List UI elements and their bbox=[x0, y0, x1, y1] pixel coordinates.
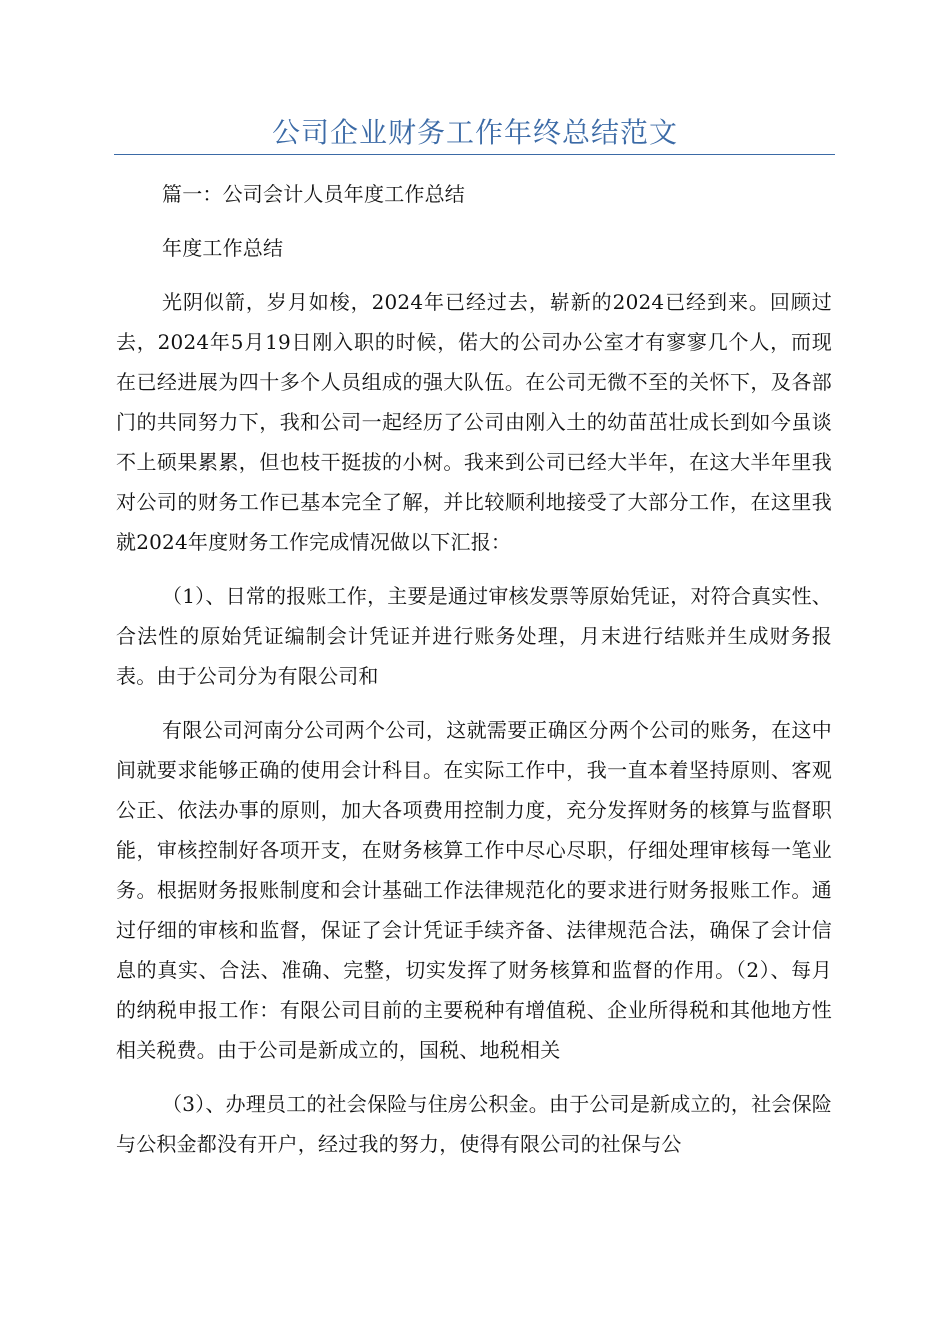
document-title: 公司企业财务工作年终总结范文 bbox=[271, 116, 678, 149]
section-heading: 篇一：公司会计人员年度工作总结 bbox=[162, 182, 465, 206]
paragraph-item-3: （3）、办理员工的社会保险与住房公积金。由于公司是新成立的，社会保险与公积金都没有开户，经过我的努力，使得有限公司的社保与公 bbox=[116, 1092, 832, 1156]
document-body bbox=[116, 174, 832, 1164]
title-underline bbox=[114, 154, 835, 155]
paragraph-item-1: （1）、日常的报账工作，主要是通过审核发票等原始凭证，对符合真实性、合法性的原始凭证编制会计凭证并进行账务处理，月末进行结账并生成财务报表。由于公司分为有限公司和 bbox=[116, 584, 832, 688]
paragraph-item-1-continued: 有限公司河南分公司两个公司，这就需要正确区分两个公司的账务，在这中间就要求能够正确的使用会计科目。在实际工作中，我一直本着坚持原则、客观公正、依法办事的原则，加大各项费用控制力度，充分发挥财务的核算与监督职能，审核控制好各项开支，在财务核算工作中尽心尽职，仔细处理审核每一笔业务。根据财务报账制度和会计基础工作法律规范化的要求进行财务报账工作。通过仔细的审核和监督，保证了会计凭证手续齐备、法律规范合法，确保了会计信息的真实、合法、准确、完整，切实发挥了财务核算和监督的作用。（2）、每月的纳税申报工作：有限公司目前的主要税种有增值税、企业所得税和其他地方性相关税费。由于公司是新成立的，国税、地税相关 bbox=[116, 718, 832, 1062]
paragraph-intro: 光阴似箭，岁月如梭，2024年已经过去，崭新的2024已经到来。回顾过去，2024年5月19日刚入职的时候，偌大的公司办公室才有寥寥几个人，而现在已经进展为四十多个人员组成的强大队伍。在公司无微不至的关怀下，及各部门的共同努力下，我和公司一起经历了公司由刚入土的幼苗茁壮成长到如今虽谈不上硕果累累，但也枝干挺拔的小树。我来到公司已经大半年，在这大半年里我对公司的财务工作已基本完全了解，并比较顺利地接受了大部分工作，在这里我就2024年度财务工作完成情况做以下汇报： bbox=[116, 290, 832, 554]
subheading: 年度工作总结 bbox=[162, 236, 284, 260]
